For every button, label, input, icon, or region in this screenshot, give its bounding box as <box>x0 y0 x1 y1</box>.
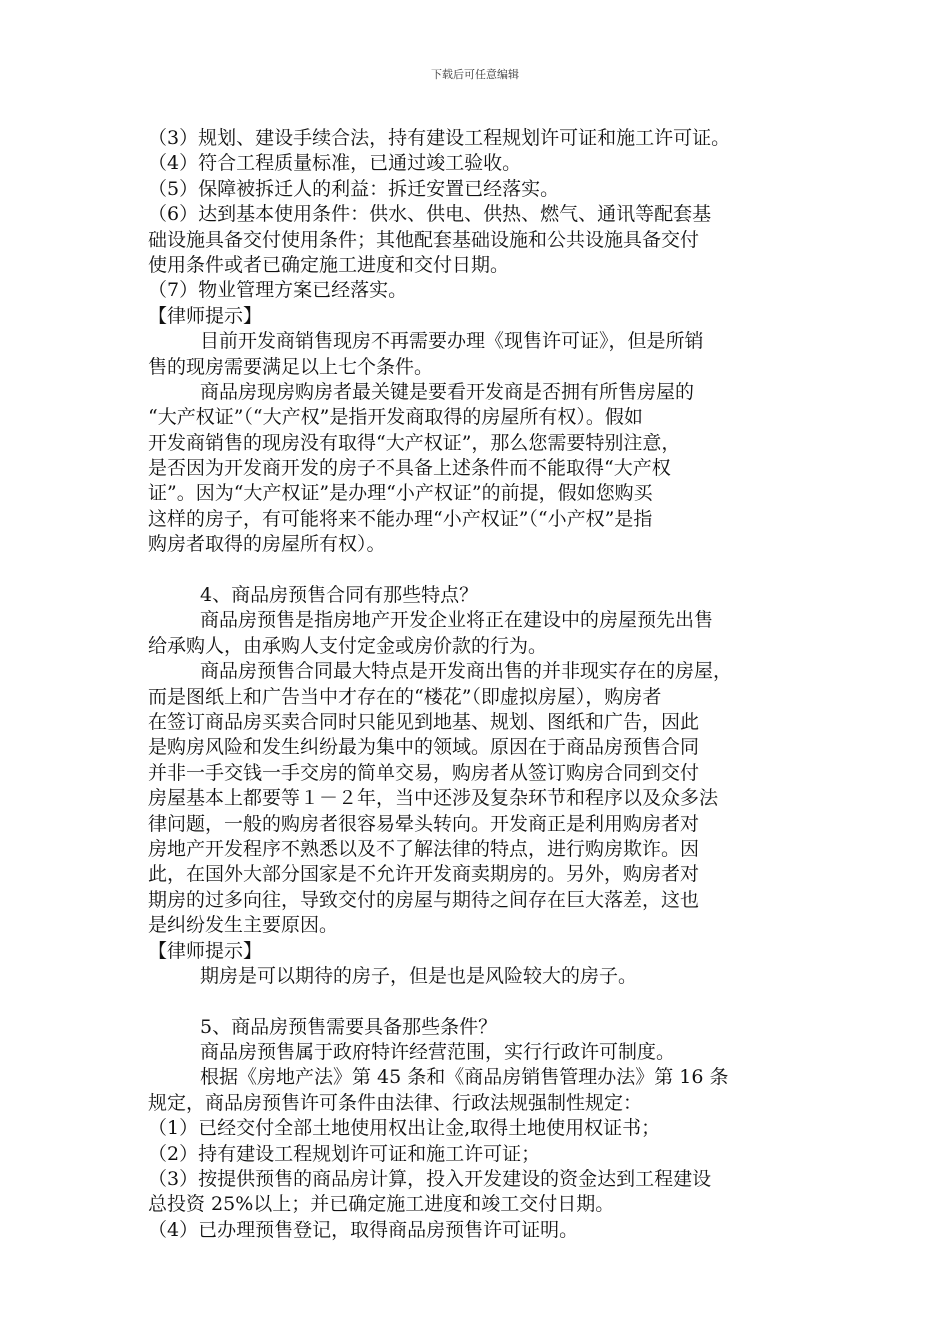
text-line: （5）保障被拆迁人的利益：拆迁安置已经落实。 <box>148 177 560 200</box>
text-line: 开发商销售的现房没有取得“大产权证”，那么您需要特别注意， <box>148 431 681 454</box>
text-line: （1）已经交付全部土地使用权出让金,取得土地使用权证书； <box>148 1117 661 1140</box>
text-line: 础设施具备交付使用条件；其他配套基础设施和公共设施具备交付 <box>148 228 700 251</box>
text-line: 是纠纷发生主要原因。 <box>148 914 339 937</box>
text-line: 商品房现房购房者最关键是要看开发商是否拥有所售房屋的 <box>200 380 695 403</box>
text-line: 这样的房子，有可能将来不能办理“小产权证”（“小产权”是指 <box>148 507 653 530</box>
text-line: 房地产开发程序不熟悉以及不了解法律的特点，进行购房欺诈。因 <box>148 837 700 860</box>
text-line: 期房的过多向往，导致交付的房屋与期待之间存在巨大落差，这也 <box>148 888 700 911</box>
text-line: 并非一手交钱一手交房的简单交易，购房者从签订购房合同到交付 <box>148 761 700 784</box>
text-line: （6）达到基本使用条件：供水、供电、供热、燃气、通讯等配套基 <box>148 203 712 226</box>
text-line: （4）已办理预售登记，取得商品房预售许可证明。 <box>148 1218 579 1241</box>
text-line: （4）符合工程质量标准，已通过竣工验收。 <box>148 152 522 175</box>
blank-line <box>148 558 818 583</box>
blank-line <box>148 989 818 1014</box>
text-line: 在签订商品房买卖合同时只能见到地基、规划、图纸和广告，因此 <box>148 710 700 733</box>
text-line: 【律师提示】 <box>148 939 263 962</box>
text-line: 是购房风险和发生纠纷最为集中的领域。原因在于商品房预售合同 <box>148 736 700 759</box>
text-line: （7）物业管理方案已经落实。 <box>148 279 408 302</box>
text-line: “大产权证”（“大产权”是指开发商取得的房屋所有权）。假如 <box>148 406 643 429</box>
text-line: 目前开发商销售现房不再需要办理《现售许可证》，但是所销 <box>200 330 704 353</box>
text-line: 5、商品房预售需要具备那些条件？ <box>200 1015 498 1038</box>
text-line: 根据《房地产法》第 45 条和《商品房销售管理办法》第 16 条 <box>200 1066 729 1089</box>
text-line: 规定，商品房预售许可条件由法律、行政法规强制性规定： <box>148 1091 643 1114</box>
text-line: 证”。因为“大产权证”是办理“小产权证”的前提，假如您购买 <box>148 482 653 505</box>
text-line: （3）按提供预售的商品房计算，投入开发建设的资金达到工程建设 <box>148 1168 712 1191</box>
text-line: 期房是可以期待的房子，但是也是风险较大的房子。 <box>200 964 638 987</box>
text-line: 房屋基本上都要等１－２年，当中还涉及复杂环节和程序以及众多法 <box>148 787 719 810</box>
text-line: 商品房预售合同最大特点是开发商出售的并非现实存在的房屋， <box>200 660 733 683</box>
text-line: 4、商品房预售合同有那些特点？ <box>200 584 479 607</box>
text-line: 使用条件或者已确定施工进度和交付日期。 <box>148 253 510 276</box>
text-line: 是否因为开发商开发的房子不具备上述条件而不能取得“大产权 <box>148 457 671 480</box>
document-body <box>148 126 818 1243</box>
text-line: （3）规划、建设手续合法，持有建设工程规划许可证和施工许可证。 <box>148 127 731 149</box>
text-line: 购房者取得的房屋所有权）。 <box>148 533 386 556</box>
text-line: 此，在国外大部分国家是不允许开发商卖期房的。另外，购房者对 <box>148 863 700 886</box>
text-line: 律问题，一般的购房者很容易晕头转向。开发商正是利用购房者对 <box>148 812 700 835</box>
page-header: 下载后可任意编辑 <box>431 68 519 81</box>
text-line: 售的现房需要满足以上七个条件。 <box>148 355 434 378</box>
text-line: 给承购人，由承购人支付定金或房价款的行为。 <box>148 634 548 657</box>
text-line: 【律师提示】 <box>148 304 263 327</box>
text-line: 而是图纸上和广告当中才存在的“楼花”（即虚拟房屋），购房者 <box>148 685 662 708</box>
text-line: （2）持有建设工程规划许可证和施工许可证； <box>148 1142 541 1165</box>
text-line: 商品房预售是指房地产开发企业将正在建设中的房屋预先出售 <box>200 609 714 632</box>
text-line: 商品房预售属于政府特许经营范围，实行行政许可制度。 <box>200 1041 676 1064</box>
text-line: 总投资 25%以上；并已确定施工进度和竣工交付日期。 <box>148 1193 615 1216</box>
